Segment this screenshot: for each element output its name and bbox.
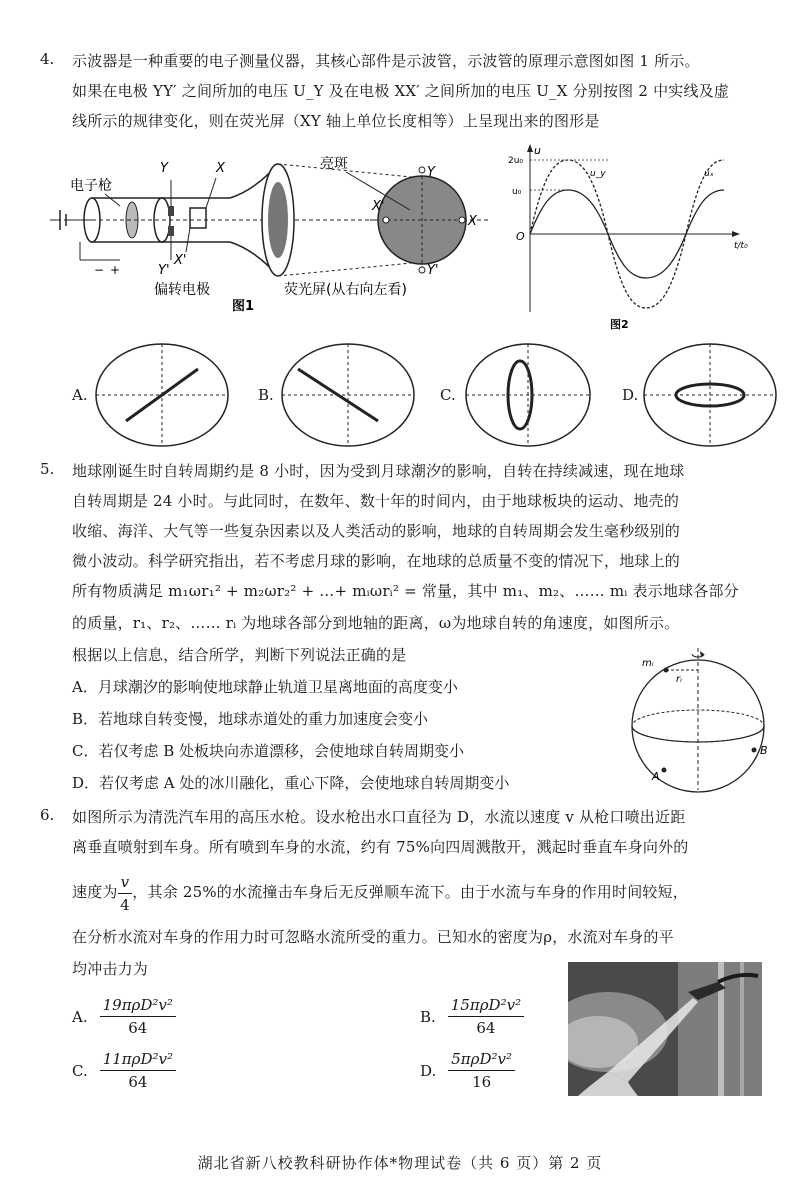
q6-frac-num: v <box>118 871 133 894</box>
q4-line-1: 示波器是一种重要的电子测量仪器，其核心部件是示波管，示波管的原理示意图如图 1 所示。 <box>72 52 700 70</box>
q6-line-3 <box>72 870 688 918</box>
screen-Y: Y <box>427 165 435 180</box>
figure-1-oscilloscope <box>50 150 490 320</box>
q6-option-d[interactable] <box>420 1048 515 1093</box>
q6-option-a-fraction <box>100 994 176 1039</box>
fig2-origin: O <box>516 230 525 243</box>
q6-option-b-den: 64 <box>476 1019 496 1037</box>
q6-option-d-fraction <box>448 1048 515 1093</box>
globe-ri: rᵢ <box>676 674 682 685</box>
q4-option-c-label: C. <box>440 386 456 404</box>
q6-line-3-prefix: 速度为 <box>72 883 118 901</box>
q6-line-1: 如图所示为清洗汽车用的高压水枪。设水枪出水口直径为 D，水流以速度 v 从枪口喷出近距 <box>72 808 686 826</box>
screen-label: 荧光屏(从右向左看) <box>284 282 407 298</box>
q5-line-6: 的质量，r₁、r₂、…… rᵢ 为地球各部分到地轴的距离，ω为地球自转的角速度，如图所示。 <box>72 614 680 632</box>
q6-frac-den: 4 <box>120 895 130 914</box>
label-Xp: X' <box>174 253 187 268</box>
fig2-caption: 图2 <box>610 318 629 331</box>
q6-option-c[interactable] <box>72 1048 176 1093</box>
q5-line-5: 所有物质满足 m₁ωr₁² + m₂ωr₂² + …+ mᵢωrᵢ² = 常量，其中 m₁、m₂、…… mᵢ 表示地球各部分 <box>72 582 739 600</box>
q6-line-4: 在分析水流对车身的作用力时可忽略水流所受的重力。已知水的密度为ρ，水流对车身的平 <box>72 928 674 946</box>
q6-option-d-num: 5πρD²v² <box>448 1048 515 1071</box>
q6-number: 6. <box>40 806 55 824</box>
q6-option-c-num: 11πρD²v² <box>100 1048 176 1071</box>
water-gun-photo-art <box>568 962 762 1096</box>
q6-option-b-label: B. <box>420 1007 436 1026</box>
q5-option-b[interactable]: B．若地球自转变慢，地球赤道处的重力加速度会变小 <box>72 710 429 728</box>
q5-line-3: 收缩、海洋、大气等一些复杂因素以及人类活动的影响，地球的自转周期会发生毫秒级别的 <box>72 522 681 540</box>
q5-line-7: 根据以上信息，结合所学，判断下列说法正确的是 <box>72 646 407 664</box>
q5-line-1: 地球刚诞生时自转周期约是 8 小时，因为受到月球潮汐的影响，自转在持续减速，现在地球 <box>72 462 685 480</box>
q5-option-a[interactable]: A．月球潮汐的影响使地球静止轨道卫星离地面的高度变小 <box>72 678 458 696</box>
q4-option-d-label: D. <box>622 386 639 404</box>
electrode-label: 偏转电极 <box>154 282 210 298</box>
figure-2-waveforms <box>508 142 758 337</box>
q6-option-a-num: 19πρD²v² <box>100 994 176 1017</box>
q4-line-2: 如果在电极 YY′ 之间所加的电压 U_Y 及在电极 XX′ 之间所加的电压 U_X 分别按图 2 中实线及虚 <box>72 82 730 100</box>
q5-line-4: 微小波动。科学研究指出，若不考虑月球的影响，在地球的总质量不变的情况下，地球上的 <box>72 552 681 570</box>
fig2-uy: u_y <box>590 169 606 179</box>
q6-option-b-num: 15πρD²v² <box>448 994 524 1017</box>
page-footer: 湖北省新八校教科研协作体*物理试卷（共 6 页）第 2 页 <box>197 1154 603 1172</box>
globe-mi: mᵢ <box>642 658 654 669</box>
q5-option-d[interactable]: D．若仅考虑 A 处的冰川融化，重心下降，会使地球自转周期变小 <box>72 774 510 792</box>
water-gun-photo <box>568 962 762 1096</box>
q6-option-d-den: 16 <box>472 1073 492 1091</box>
q6-option-c-den: 64 <box>128 1073 148 1091</box>
gun-label: 电子枪 <box>70 178 112 194</box>
q6-line-2: 离垂直喷射到车身。所有喷到车身的水流，约有 75%向四周溅散开，溅起时垂直车身向外的 <box>72 838 689 856</box>
battery-minus: − <box>94 263 105 277</box>
q6-option-c-label: C. <box>72 1061 88 1080</box>
q6-option-b[interactable] <box>420 994 524 1039</box>
screen-Xp: X' <box>372 199 385 214</box>
screen-Yp: Y' <box>427 263 439 278</box>
q6-option-a-label: A. <box>72 1007 88 1026</box>
battery-plus: + <box>110 263 121 277</box>
q4-option-a-figure[interactable] <box>92 340 232 450</box>
label-X: X <box>216 161 225 176</box>
q4-option-b-figure[interactable] <box>278 340 418 450</box>
q5-line-2: 自转周期是 24 小时。与此同时，在数年、数十年的时间内，由于地球板块的运动、地壳的 <box>72 492 680 510</box>
q6-line-5: 均冲击力为 <box>72 960 149 978</box>
q6-velocity-fraction <box>118 871 133 916</box>
spot-label: 亮斑 <box>320 156 348 172</box>
q6-option-d-label: D. <box>420 1061 437 1080</box>
label-Y: Y <box>160 161 168 176</box>
q5-option-c[interactable]: C．若仅考虑 B 处板块向赤道漂移，会使地球自转周期变小 <box>72 742 465 760</box>
q4-line-3: 线所示的规律变化，则在荧光屏（XY 轴上单位长度相等）上呈现出来的图形是 <box>72 112 600 130</box>
globe-B: B <box>760 744 768 757</box>
q6-option-c-fraction <box>100 1048 176 1093</box>
q4-number: 4. <box>40 50 55 68</box>
fig2-u-axis: u <box>534 144 541 157</box>
q4-option-d-figure[interactable] <box>640 340 780 450</box>
fig2-tick-u0: u₀ <box>512 187 522 197</box>
label-Yp: Y' <box>158 263 170 278</box>
fig1-caption: 图1 <box>232 299 255 314</box>
globe-A: A <box>652 770 660 783</box>
q4-option-b-label: B. <box>258 386 274 404</box>
q4-option-c-figure[interactable] <box>458 340 598 450</box>
fig2-ux: uₓ <box>704 169 714 179</box>
q4-option-a-label: A. <box>72 386 88 404</box>
q6-option-a[interactable] <box>72 994 176 1039</box>
fig2-t-axis: t/t₀ <box>734 241 748 251</box>
q6-line-3-suffix: ，其余 25%的水流撞击车身后无反弹顺车流下。由于水流与车身的作用时间较短， <box>132 883 689 901</box>
fig2-tick-2u0: 2u₀ <box>508 156 524 166</box>
earth-globe-figure <box>626 640 776 800</box>
q6-option-b-fraction <box>448 994 524 1039</box>
screen-X: X <box>468 214 477 229</box>
q5-number: 5. <box>40 460 55 478</box>
q6-option-a-den: 64 <box>128 1019 148 1037</box>
